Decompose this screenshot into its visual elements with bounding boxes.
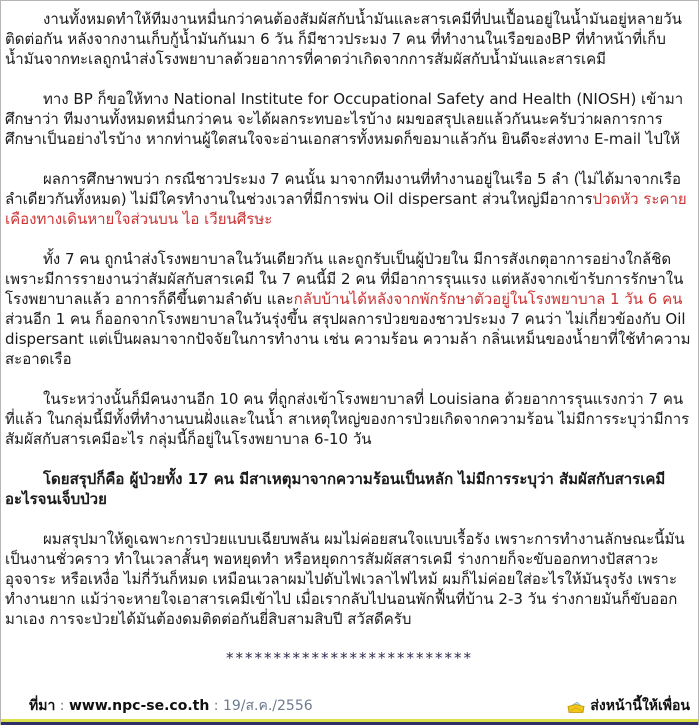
text-segment: ส่วนอีก 1 คน ก็ออกจากโรงพยาบาลในวันรุ่งขึ้น สรุปผลการป่วยของชาวประมง 7 คนว่า ไม่เกี่ยวข้องกับ Oil dispersant แต่เป็นผลมาจากปัจจัยในการทำงาน เช่น ความร้อน ความล้า กลิ่นเหม็นของน้ำยาที่ใช้ทำความสะอาดเรือ (5, 310, 691, 368)
source-colon: : (55, 698, 69, 714)
text-segment: งานทั้งหมดทำให้ทีมงานหมื่นกว่าคนต้องสัมผัสกับน้ำมันและสารเคมีที่ปนเปื้อนอยู่ในน้ำมันอยู่หลายวันติดต่อกัน หลังจากงานเก็บกู้น้ำมันกันมา 6 วัน ก็มีชาวประมง 7 คน ที่ทำงานในเรือของBP ที่ทำหน้าที่เก็บน้ำมันจากทะเลถูกนำส่งโรงพยาบาลด้วยอาการที่คาดว่าเกิดจากการสัมผัสกับน้ำมันและสารเคมี (5, 10, 682, 68)
text-segment: ทั้ง 7 คน ถูกนำส่งโรงพยาบาลในวันเดียวกัน และถูกรับเป็นผู้ป่วยใน มีการสังเกตุอาการอย่างใกล้ชิดเพราะมีการรายงานว่าสัมผัสกับสารเคมี ใน 7 คนนี้มี 2 คน ที่มีอาการรุนแรง แต่หลังจากเข้ารับการรักษาในโรงพยาบาลแล้ว อาการก็ดีขึ้นตามลำดับ และ (5, 250, 684, 308)
paragraph (5, 469, 693, 509)
send-page-link[interactable] (567, 695, 690, 717)
article-body (1, 1, 698, 629)
source-url: www.npc-se.co.th (68, 698, 210, 714)
bottom-bars (1, 719, 698, 725)
paragraph (5, 249, 693, 369)
highlighted-text: กลับบ้านได้หลังจากพักรักษาตัวอยู่ในโรงพยาบาล 1 วัน 6 คน (293, 290, 683, 308)
text-segment: ทาง BP ก็ขอให้ทาง National Institute for Occupational Safety and Health (NIOSH) เข้ามาศึกษาว่า ทีมงานทั้งหมดหมื่นกว่าคน จะได้ผลกระทบอะไรบ้าง ผมขอสรุปเลยแล้วกันนะครับว่าผลการการศึกษาเป็นอย่างไรบ้าง หากท่านผู้ใดสนใจจะอ่านเอกสารทั้งหมดก็ขอมาแล้วกัน ยินดีจะส่งทาง E-mail ไปให้ (5, 90, 684, 148)
paragraph (5, 89, 693, 149)
bottom-bar (1, 722, 698, 725)
envelope-icon (567, 700, 585, 713)
text-segment: ในระหว่างนั้นก็มีคนงานอีก 10 คน ที่ถูกส่งเข้าโรงพยาบาลที่ Louisiana ด้วยอาการรุนแรงกว่า 7 คนที่แล้ว ในกลุ่มนี้มีทั้งที่ทำงานบนฝั่งและในน้ำ สาเหตุใหญ่ของการป่วยเกิดจากความร้อน ไม่มีการระบุว่ามีการสัมผัสกับสารเคมีอะไร กลุ่มนี้ก็อยู่ในโรงพยาบาล 6-10 วัน (5, 390, 690, 448)
source-label: ที่มา (29, 698, 56, 714)
paragraph (5, 529, 693, 629)
source-date: 19/ส.ค./2556 (222, 698, 313, 714)
send-page-label: ส่งหน้านี้ให้เพื่อน (590, 698, 690, 714)
source-colon-2: : (209, 698, 223, 714)
paragraph (5, 169, 693, 229)
paragraph (5, 9, 693, 69)
separator-line: ************************** (226, 649, 473, 667)
source-line (29, 695, 313, 717)
text-segment: ผมสรุปมาให้ดูเฉพาะการป่วยแบบเฉียบพลัน ผมไม่ค่อยสนใจแบบเรื้อรัง เพราะการทำงานลักษณะนี้มันเป็นงานชั่วคราว ทำในเวลาสั้นๆ พอหยุดทำ หรือหยุดการสัมผัสสารเคมี ร่างกายก็จะขับออกทางปัสสาวะ อุจจาระ หรือเหงื่อ ไม่กี่วันก็หมด เหมือนเวลาผมไปดับไฟเวลาไฟไหม้ ผมก็ไม่ค่อยใส่อะไรให้มันรุงรัง เพราะทำงานยาก แม้ว่าจะหายใจเอาสารเคมีเข้าไป เมื่อเรากลับไปนอนพักฟื้นที่บ้าน 2-3 วัน ร่างกายมันก็ขับออกมาเอง การจะป่วยได้มันต้องดมติดต่อกันยี่สิบสามสิบปี สวัสดีครับ (5, 530, 685, 628)
highlighted-text: ปวดหัว ระคายเคืองทางเดินหายใจส่วนบน ไอ เวียนศีรษะ (5, 190, 687, 228)
text-segment: โดยสรุปก็คือ ผู้ป่วยทั้ง 17 คน มีสาเหตุมาจากความร้อนเป็นหลัก ไม่มีการระบุว่า สัมผัสกับสารเคมีอะไรจนเจ็บป่วย (5, 470, 666, 508)
paragraph (5, 389, 693, 449)
footer (1, 693, 698, 719)
text-segment: ผลการศึกษาพบว่า กรณีชาวประมง 7 คนนั้น มาจากทีมงานที่ทำงานอยู่ในเรือ 5 ลำ (ไม่ได้มาจากเรือลำเดียวกันทั้งหมด) ไม่มีใครทำงานในช่วงเวลาที่มีการพ่น Oil dispersant ส่วนใหญ่มีอาการ (5, 170, 682, 208)
